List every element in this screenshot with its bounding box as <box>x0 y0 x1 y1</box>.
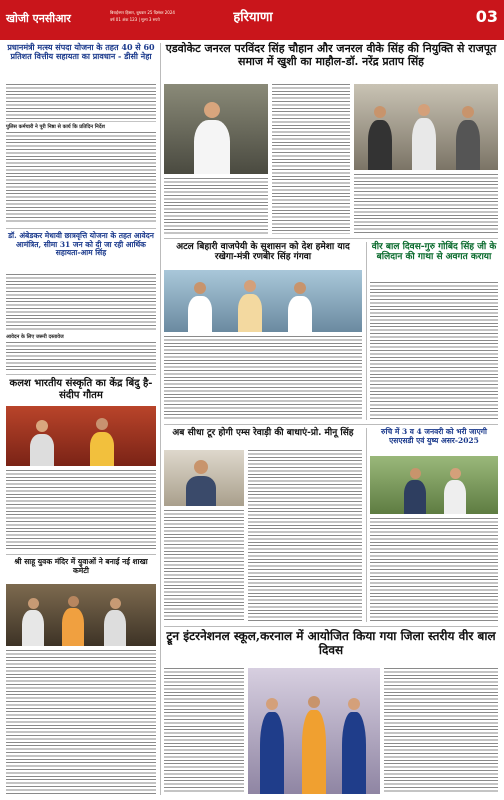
story-8-body <box>248 450 362 622</box>
story-8-body-2 <box>164 510 244 622</box>
newspaper-logo: खोजी एनसीआर <box>6 12 71 25</box>
story-5-body-2 <box>164 178 268 234</box>
story-4-headline: श्री साहू युवक मंदिर में युवाओं ने बनाई नई शाखा कमेटी <box>14 557 148 575</box>
story-7-body <box>370 282 498 420</box>
story-2-headline: डॉ. अंबेडकर मेधावी छात्रवृत्ति योजना के तहत आवेदन आमंत्रित, सीमा 31 जन को दी जा रही आर्थिक सहायता-आम सिंह <box>8 231 154 258</box>
story-8-photo <box>164 450 244 506</box>
story-1-body <box>6 84 156 122</box>
story-6-headline: अटल बिहारी वाजपेयी के सुशासन को देश हमेशा याद रखेगा-मंत्री रणबीर सिंह गंगवा <box>176 242 350 263</box>
story-2-body <box>6 274 156 332</box>
masthead-edition: वर्ष 01 अंक 123 | मूल्य 3 रुपये <box>110 17 160 22</box>
story-6-photo <box>164 270 362 332</box>
section-title: हरियाणा <box>233 10 273 25</box>
story-3-body <box>6 470 156 550</box>
masthead-dateline <box>110 9 175 23</box>
story-2-body-2 <box>6 342 156 370</box>
story-7-headline: वीर बाल दिवस-गुरु गोबिंद सिंह जी के बलिदान की गाथा से अवगत कराया <box>371 242 497 263</box>
story-2-subhead: आवेदन के लिए जरूरी दस्तावेज <box>6 334 64 340</box>
story-6-body <box>164 336 362 420</box>
story-5-photo-2 <box>354 84 498 170</box>
masthead-date: बिराईनगर हिसार, बुधवार 25 दिसंबर 2024 <box>110 10 175 15</box>
story-4-photo <box>6 584 156 646</box>
story-10-headline: ट्रून इंटरनेशनल स्कूल,करनाल में आयोजित किया गया जिला स्तरीय वीर बाल दिवस <box>166 629 496 657</box>
story-9-body <box>370 518 498 622</box>
masthead <box>0 0 504 40</box>
story-9-photo <box>370 456 498 514</box>
story-5-photo-1 <box>164 84 268 174</box>
page-number: 03 <box>475 7 498 26</box>
story-1-headline: प्रधानमंत्री मत्स्य संपदा योजना के तहत 40 से 60 प्रतिशत वित्तीय सहायता का प्रावधान - डीसी नेहा <box>7 42 155 62</box>
story-3-headline: कलश भारतीय संस्कृति का केंद्र बिंदु है- संदीप गौतम <box>9 378 153 401</box>
story-10-body-2 <box>384 668 498 794</box>
story-4-body <box>6 650 156 794</box>
story-5-body-1 <box>272 84 350 234</box>
story-1-body-2 <box>6 132 156 224</box>
story-10-photo <box>248 668 380 794</box>
story-5-headline: एडवोकेट जनरल परविंदर सिंह चौहान और जनरल वीके सिंह की नियुक्ति से राजपूत समाज में खुशी का माहौल-डॉ. नरेंद्र प्रताप सिंह <box>165 42 497 68</box>
story-8-headline: अब सीधा टूर होगी एम्स रेवाड़ी की बाधाएं-प्रो. मीनू सिंह <box>172 428 354 438</box>
story-1-subhead: पुलिस कर्मचारी ने पूरी निष्ठा से कार्य कि प्रतिदिन निर्देश <box>6 124 105 130</box>
story-9-headline: रुचि में 3 व 4 जनवरी को भरी जाएगी एसएसडी एवं युष्य असर-2025 <box>381 427 487 445</box>
story-10-body-1 <box>164 668 244 794</box>
story-3-photo <box>6 406 156 466</box>
story-5-body-3 <box>354 174 498 234</box>
